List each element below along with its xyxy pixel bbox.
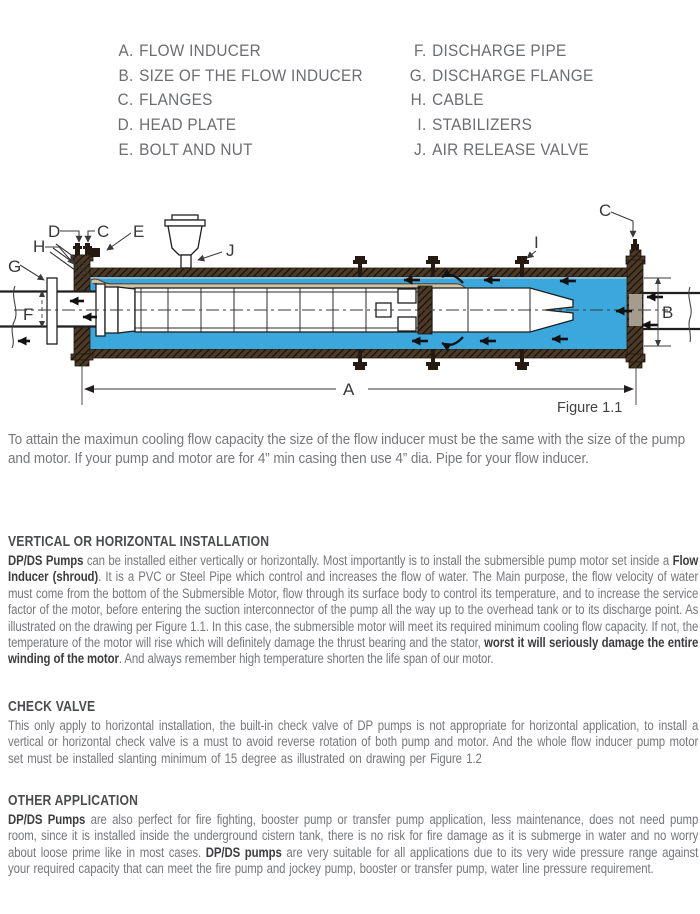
legend-letter: I. bbox=[417, 116, 427, 135]
callout-a: A bbox=[343, 380, 355, 399]
section-paragraph: DP/DS Pumps are also perfect for fire fighting, booster pump or transfer pump application, less maintenance, does not need pump room, since it is installed inside the underground cistern tank, there is no risk for fire damage as it is submerge in water and no worry about loose prime like in most cases. DP/DS pumps are very suitable for all applications due to its very wide pressure range against your required capacity that can meet the fire pump and jockey pump, booster or transfer pump, water line pressure requirement. bbox=[8, 812, 699, 877]
callout-c-left: C bbox=[97, 222, 110, 241]
legend-item bbox=[407, 39, 593, 64]
legend-letter: J. bbox=[414, 140, 427, 159]
legend-letter: E. bbox=[118, 140, 134, 159]
legend-label: FLOW INDUCER bbox=[139, 42, 261, 60]
figure-caption: Figure 1.1 bbox=[557, 400, 623, 416]
legend-letter: F. bbox=[414, 42, 427, 60]
legend-label: DISCHARGE FLANGE bbox=[432, 66, 594, 85]
legend-letter: C. bbox=[117, 91, 134, 110]
legend-label: STABILIZERS bbox=[432, 116, 533, 135]
head-plate-bolt-and-nut bbox=[73, 243, 100, 257]
legend-label: CABLE bbox=[432, 91, 484, 110]
callout-c-right: C bbox=[599, 201, 612, 220]
dimension-a bbox=[82, 366, 636, 405]
legend-letter: H. bbox=[410, 91, 427, 110]
legend-item bbox=[407, 138, 593, 163]
legend-item bbox=[114, 39, 363, 64]
legend-label: BOLT AND NUT bbox=[139, 140, 253, 159]
end-flange-bolt bbox=[631, 239, 639, 250]
section-heading: CHECK VALVE bbox=[8, 699, 96, 715]
callout-j: J bbox=[226, 241, 235, 260]
legend-label: DISCHARGE PIPE bbox=[432, 42, 567, 60]
legend-item bbox=[114, 88, 363, 113]
legend-item bbox=[114, 64, 363, 89]
callout-h: H bbox=[33, 237, 46, 256]
legend-item bbox=[407, 64, 593, 89]
pipe-break-line bbox=[689, 287, 691, 342]
section-check-valve bbox=[8, 699, 700, 767]
legend-item bbox=[114, 113, 363, 138]
end-flange bbox=[626, 239, 645, 368]
legend-label: AIR RELEASE VALVE bbox=[432, 140, 589, 159]
legend-item bbox=[407, 88, 593, 113]
legend-letter: B. bbox=[118, 66, 134, 85]
discharge-flange bbox=[47, 278, 57, 344]
section-paragraph: This only apply to horizontal installation, the built-in check valve of DP pumps is not appropriate for horizontal application, to install a vertical or horizontal check valve is a must to avoid reverse rotation of both pump and motor. And the whole flow inducer pump motor set must be installed slanting minimum of 15 degree as illustrated on drawing per Figure 1.2 bbox=[8, 718, 699, 766]
section-heading: VERTICAL OR HORIZONTAL INSTALLATION bbox=[8, 534, 270, 550]
legend-label: FLANGES bbox=[139, 91, 213, 110]
callout-g: G bbox=[8, 257, 22, 276]
intro-paragraph: To attain the maximun cooling flow capacity the size of the flow inducer must be the same with the size of the pump and motor. If your pump and motor are for 4” min casing then use 4” dia. Pipe for your flow inducer. bbox=[8, 431, 686, 467]
callout-d: D bbox=[48, 222, 61, 241]
callout-i: I bbox=[534, 233, 539, 252]
legend-label: HEAD PLATE bbox=[139, 116, 237, 135]
flow-inducer-diagram bbox=[0, 190, 700, 425]
callout-b: B bbox=[662, 303, 674, 322]
legend-item bbox=[114, 138, 363, 163]
legend-column-left bbox=[114, 39, 363, 163]
section-vertical-or-horizontal-installation bbox=[8, 534, 700, 668]
legend-item bbox=[407, 113, 593, 138]
legend-label: SIZE OF THE FLOW INDUCER bbox=[139, 66, 363, 85]
legend-letter: D. bbox=[117, 116, 134, 135]
legend-letter: A. bbox=[118, 42, 134, 60]
legend-column-right bbox=[407, 39, 593, 163]
legend-letter: G. bbox=[409, 66, 427, 85]
section-heading: OTHER APPLICATION bbox=[8, 793, 139, 809]
section-paragraph: DP/DS Pumps can be installed either vertically or horizontally. Most importantly is to install the submersible pump motor set inside a Flow Inducer (shroud). It is a PVC or Steel Pipe which control and increases the flow of water. The Main purpose, the flow velocity of water must come from the bottom of the Submersible Motor, flow through its surface body to control its temperature, and to increase the service factor of the motor, before entering the suction interconnector of the pump all the way up to the overhead tank or to its discharge point. As illustrated on the drawing per Figure 1.1. In this case, the submersible motor will meet its required minimum cooling flow capacity. If not, the temperature of the motor will rise which will definitely damage the thrust bearing and the stator, worst it will seriously damage the entire winding of the motor. And always remember high temperature shorten the life span of our motor. bbox=[8, 553, 699, 667]
callout-e: E bbox=[133, 222, 145, 241]
callout-f: F bbox=[23, 305, 34, 324]
section-other-application bbox=[8, 793, 700, 878]
